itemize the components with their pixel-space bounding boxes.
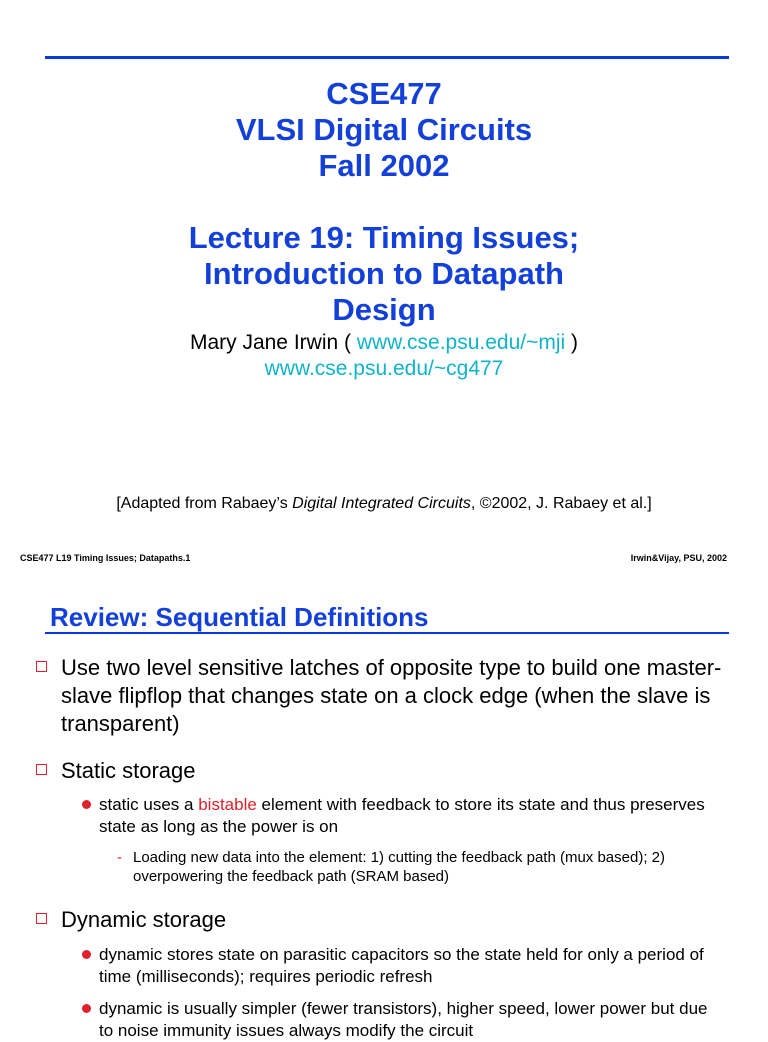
lecture-title-line-1: Lecture 19: Timing Issues; — [188, 220, 580, 255]
square-bullet-icon — [36, 661, 47, 672]
course-code: CSE477 — [326, 76, 442, 111]
subsub-bullet-loading — [117, 848, 717, 886]
adapted-suffix: , ©2002, J. Rabaey et al.] — [470, 495, 652, 512]
author-block — [0, 330, 768, 382]
sub-text-pre: static uses a — [99, 795, 199, 814]
sub-text-post: element with feedback to store its state and thus preserves state as long as the power is on — [99, 795, 705, 836]
bullet-master-slave — [36, 654, 736, 738]
footer-left: CSE477 L19 Timing Issues; Datapaths.1 — [20, 553, 191, 563]
course-link[interactable]: www.cse.psu.edu/~cg477 — [264, 357, 504, 380]
review-slide — [0, 580, 768, 1040]
sub-text: dynamic stores state on parasitic capacitors so the state held for only a period of time (milliseconds); requires periodic refresh — [99, 945, 704, 986]
author-close: ) — [571, 331, 579, 354]
slide-title — [0, 76, 768, 328]
review-title: Review: Sequential Definitions — [50, 602, 429, 632]
adapted-book: Digital Integrated Circuits — [292, 495, 471, 512]
author-name: Mary Jane Irwin ( — [189, 331, 351, 354]
adapted-note — [0, 495, 768, 513]
square-bullet-icon — [36, 913, 47, 924]
bullet-text: Use two level sensitive latches of opposite type to build one master-slave flipflop that changes state on a clock edge (when the slave is transparent) — [61, 655, 722, 736]
bullet-text: Static storage — [61, 758, 196, 783]
lecture-title-line-3: Design — [332, 292, 436, 327]
bullet-dynamic-storage — [36, 906, 736, 934]
square-bullet-icon — [36, 764, 47, 775]
author-link[interactable]: www.cse.psu.edu/~mji — [356, 331, 566, 354]
sub-bullet-dynamic-1 — [82, 944, 722, 988]
bullet-static-storage — [36, 757, 736, 785]
footer-right: Irwin&Vijay, PSU, 2002 — [630, 553, 727, 563]
round-bullet-icon — [82, 1004, 91, 1013]
highlight-bistable: bistable — [198, 795, 257, 814]
round-bullet-icon — [82, 950, 91, 959]
round-bullet-icon — [82, 800, 91, 809]
sub-bullet-static — [82, 794, 722, 838]
sub-bullet-dynamic-2 — [82, 998, 722, 1042]
adapted-prefix: [Adapted from Rabaey’s — [116, 495, 293, 512]
top-rule — [45, 56, 729, 59]
sub-text: dynamic is usually simpler (fewer transistors), higher speed, lower power but due to noise immunity issues always modify the circuit — [99, 999, 708, 1040]
title-rule — [45, 632, 729, 634]
lecture-title-line-2: Introduction to Datapath — [204, 256, 564, 291]
term: Fall 2002 — [318, 148, 450, 183]
course-name: VLSI Digital Circuits — [235, 112, 533, 147]
bullet-text: Dynamic storage — [61, 907, 227, 932]
subsub-text: Loading new data into the element: 1) cutting the feedback path (mux based); 2) overpowering the feedback path (SRAM based) — [133, 849, 666, 885]
dash-bullet-icon: - — [117, 849, 122, 866]
